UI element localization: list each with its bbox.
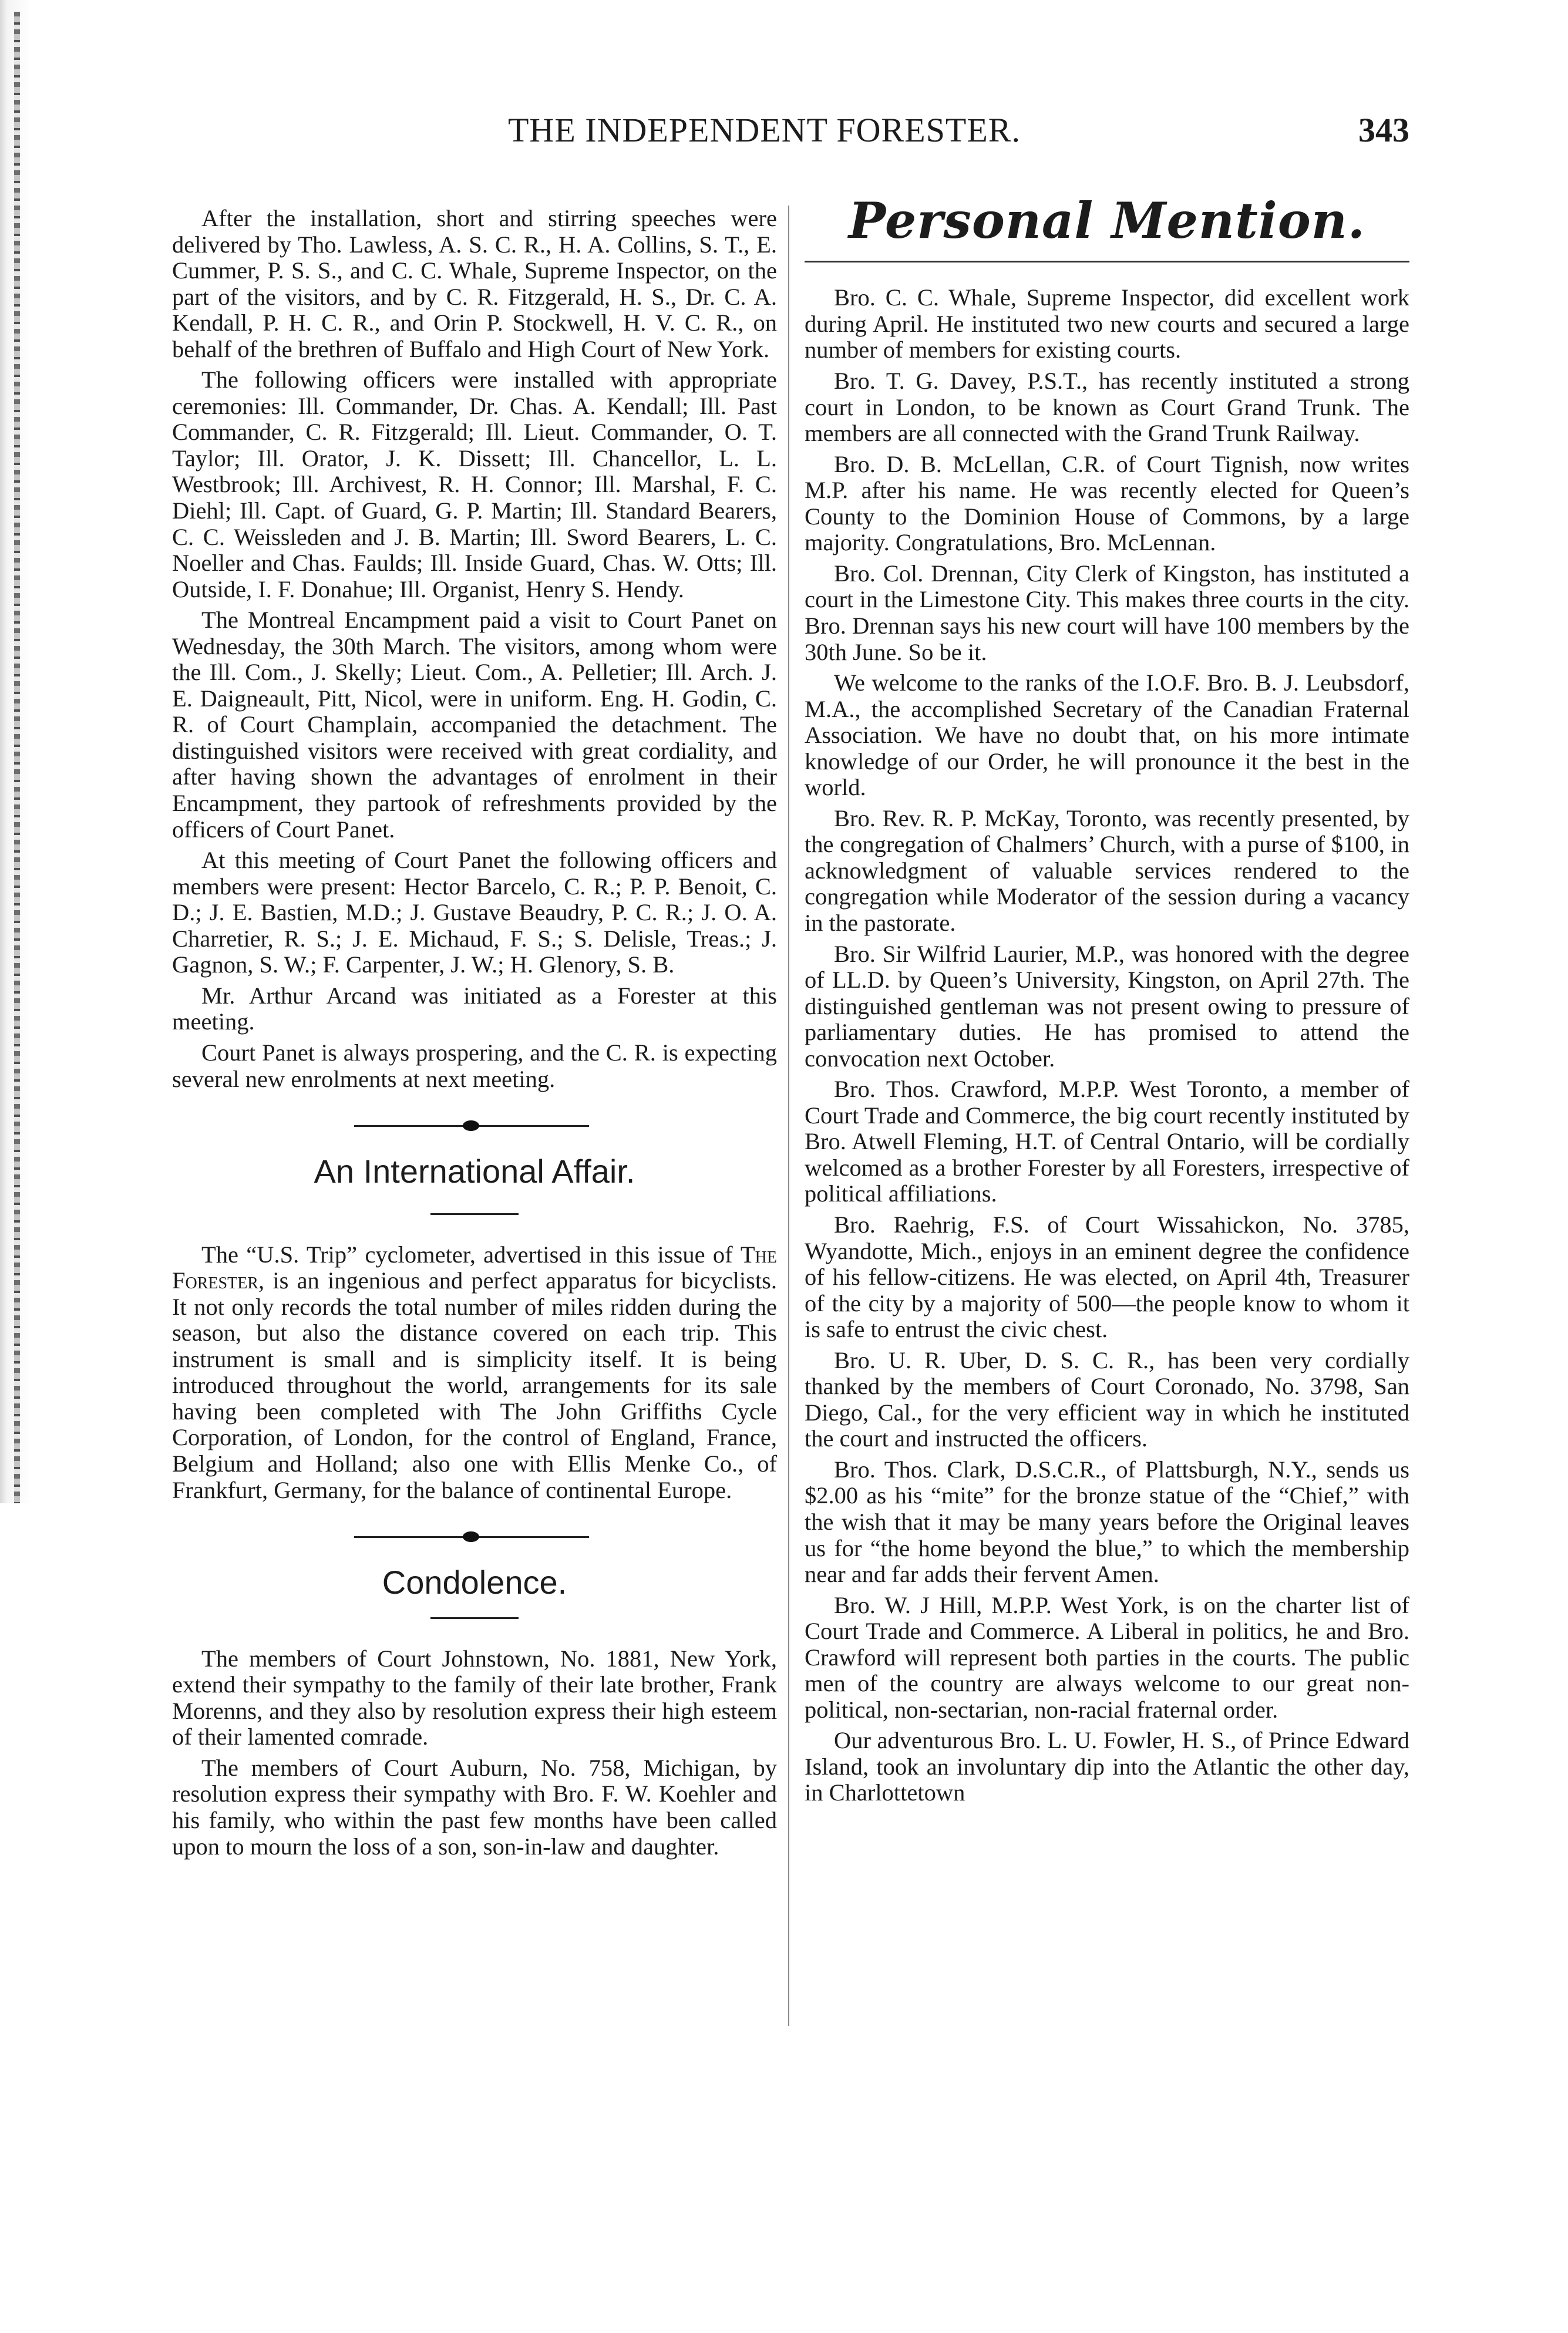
article-paragraph: After the installation, short and stirring speeches were delivered by Tho. Lawless, A. S. C. R., H. A. Collins, S. T., E. Cummer, P. S. S., and C. C. Whale, Supreme Inspector, on the part of the visitors, and by C. R. Fitzgerald, H. S., Dr. C. A. Kendall, P. H. C. R., and Orin P. Stockwell, H. V. C. R., on behalf of the brethren of Buffalo and High Court of New York. [172,205,777,362]
personal-mention-heading: Personal Mention. [848,191,1366,250]
mention-paragraph: Bro. T. G. Davey, P.S.T., has recently instituted a strong court in London, to be known as Court Grand Trunk. The members are all connected with the Grand Trunk Railway. [805,368,1409,447]
condolence-heading: Condolence. [382,1564,567,1601]
article-paragraph: The following officers were installed with appropriate ceremonies: Ill. Commander, Dr. Chas. A. Kendall; Ill. Past Commander, C. R. Fitzgerald; Ill. Lieut. Commander, O. T. Taylor; Ill. Orator, J. K. Dissett; Ill. Chancellor, L. L. Westbrook; Ill. Archivest, R. H. Connor; Ill. Marshal, F. C. Diehl; Ill. Capt. of Guard, G. P. Martin; Ill. Standard Bearers, C. C. Weissleden and J. B. Martin; Ill. Sword Bearers, L. C. Noeller and Chas. Faulds; Ill. Inside Guard, Chas. W. Otts; Ill. Outside, I. F. Donahue; Ill. Organist, Henry S. Hendy. [172,366,777,602]
mention-paragraph: Bro. Col. Drennan, City Clerk of Kingston, has instituted a court in the Limestone City. This makes three courts in the city. Bro. Drennan says his new court will have 100 members by the 30th June. So be it. [805,560,1409,665]
right-column [805,191,1409,1811]
article-paragraph: Mr. Arthur Arcand was initiated as a Forester at this meeting. [172,982,777,1035]
international-affair-heading: An International Affair. [314,1153,635,1190]
mention-paragraph: Bro. Thos. Crawford, M.P.P. West Toronto, a member of Court Trade and Commerce, the big court recently instituted by Bro. Atwell Fleming, H.T. of Central Ontario, will be cordially welcomed as a brother Forester by all Foresters, irrespective of political affiliations. [805,1076,1409,1207]
mention-paragraph: Bro. U. R. Uber, D. S. C. R., has been very cordially thanked by the members of Court Coronado, No. 3798, San Diego, Cal., for the very efficient way in which he instituted the court and instructed the officers. [805,1346,1409,1452]
left-column [172,206,777,1864]
ornament-diamond [463,1120,479,1131]
mention-paragraph: Bro. C. C. Whale, Supreme Inspector, did excellent work during April. He instituted two new courts and secured a large number of members for existing courts. [805,284,1409,363]
heading-underline [430,1213,519,1215]
mention-paragraph: Bro. Rev. R. P. McKay, Toronto, was recently presented, by the congregation of Chalmers’ Church, with a purse of $100, in acknowledgment of valuable services rendered to the congregation while Moderator of the session during a vacancy in the pastorate. [805,804,1409,936]
heading-rule [805,261,1409,262]
mention-paragraph: We welcome to the ranks of the I.O.F. Bro. B. J. Leubsdorf, M.A., the accomplished Secretary of the Canadian Fraternal Association. We have no doubt that, on his more intimate knowledge of our Order, he will pronounce it the best in the world. [805,669,1409,801]
ornament-diamond [463,1531,479,1542]
condolence-paragraph: The members of Court Auburn, No. 758, Michigan, by resolution express their sympathy with Bro. F. W. Koehler and his family, who within the past few months have been called upon to mourn the loss of a son, son-in-law and daughter. [172,1754,777,1860]
running-header [176,105,1409,163]
section-ornament [172,1112,777,1140]
mention-paragraph: Bro. Raehrig, F.S. of Court Wissahickon, No. 3785, Wyandotte, Mich., enjoys in an eminent degree the confidence of his fellow-citizens. He was elected, on April 4th, Treasurer of the city by a majority of 500—the people know to whom it is safe to entrust the civic chest. [805,1211,1409,1343]
binding-strip [14,12,20,1503]
page-binding-edge [0,0,31,1503]
section-ornament [172,1523,777,1551]
mention-paragraph: Bro. Sir Wilfrid Laurier, M.P., was honored with the degree of LL.D. by Queen’s University, Kingston, on April 27th. The distinguished gentleman was not present owing to pressure of parliamentary duties. He has promised to attend the convocation next October. [805,940,1409,1072]
article-paragraph: The Montreal Encampment paid a visit to Court Panet on Wednesday, the 30th March. The visitors, among whom were the Ill. Com., J. Skelly; Lieut. Com., A. Pelletier; Ill. Arch. J. E. Daigneault, Pitt, Nicol, were in uniform. Eng. H. Godin, C. R. of Court Champlain, accompanied the detachment. The distinguished visitors were received with great cordiality, and after having shown the advantages of enrolment in their Encampment, they partook of refreshments provided by the officers of Court Panet. [172,607,777,843]
mention-paragraph: Bro. W. J Hill, M.P.P. West York, is on the charter list of Court Trade and Commerce. A Liberal in politics, he and Bro. Crawford will represent both parties in the courts. The public men of the country are always welcome to our great non-political, non-sectarian, non-racial fraternal order. [805,1591,1409,1723]
page-number: 343 [1358,111,1409,149]
mention-paragraph: Bro. D. B. McLellan, C.R. of Court Tignish, now writes M.P. after his name. He was recently elected for Queen’s County to the Dominion House of Commons, by a large majority. Congratulations, Bro. McLennan. [805,450,1409,556]
mention-paragraph: Bro. Thos. Clark, D.S.C.R., of Plattsburgh, N.Y., sends us $2.00 as his “mite” for the bronze statue of the “Chief,” with the wish that it may be many years before the Original leaves us for “the home beyond the blue,” to which the membership near and far adds their fervent Amen. [805,1456,1409,1588]
text-run: , is an ingenious and perfect apparatus for bicyclists. It not only records the total number of miles ridden during the season, but also the distance covered on each trip. This instrument is small and is simplicity itself. It is being introduced throughout the world, arrangements for its sale having been completed with The John Griffiths Cycle Corporation, of London, for the control of England, France, Belgium and Holland; also one with Ellis Menke Co., of Frankfurt, Germany, for the balance of continental Europe. [172,1267,777,1503]
international-affair-paragraph [172,1242,777,1503]
article-paragraph: At this meeting of Court Panet the following officers and members were present: Hector Barcelo, C. R.; P. P. Benoit, C. D.; J. E. Bastien, M.D.; J. Gustave Beaudry, P. C. R.; J. O. A. Charretier, R. S.; J. E. Michaud, F. S.; S. Delisle, Treas.; J. Gagnon, S. W.; F. Carpenter, J. W.; H. Glenory, S. B. [172,847,777,978]
column-divider [788,206,789,2026]
journal-name: The Forester [172,1241,777,1294]
text-run: The “U.S. Trip” cyclometer, advertised in this issue of [201,1241,741,1268]
condolence-paragraph: The members of Court Johnstown, No. 1881, New York, extend their sympathy to the family of their late brother, Frank Morenns, and they also by resolution express their high esteem of their lamented comrade. [172,1645,777,1750]
journal-title: THE INDEPENDENT FORESTER. [508,111,1021,149]
mention-paragraph: Our adventurous Bro. L. U. Fowler, H. S., of Prince Edward Island, took an involuntary dip into the Atlantic the other day, in Charlottetown [805,1727,1409,1806]
heading-underline [430,1617,519,1619]
article-paragraph: Court Panet is always prospering, and the C. R. is expecting several new enrolments at next meeting. [172,1039,777,1092]
